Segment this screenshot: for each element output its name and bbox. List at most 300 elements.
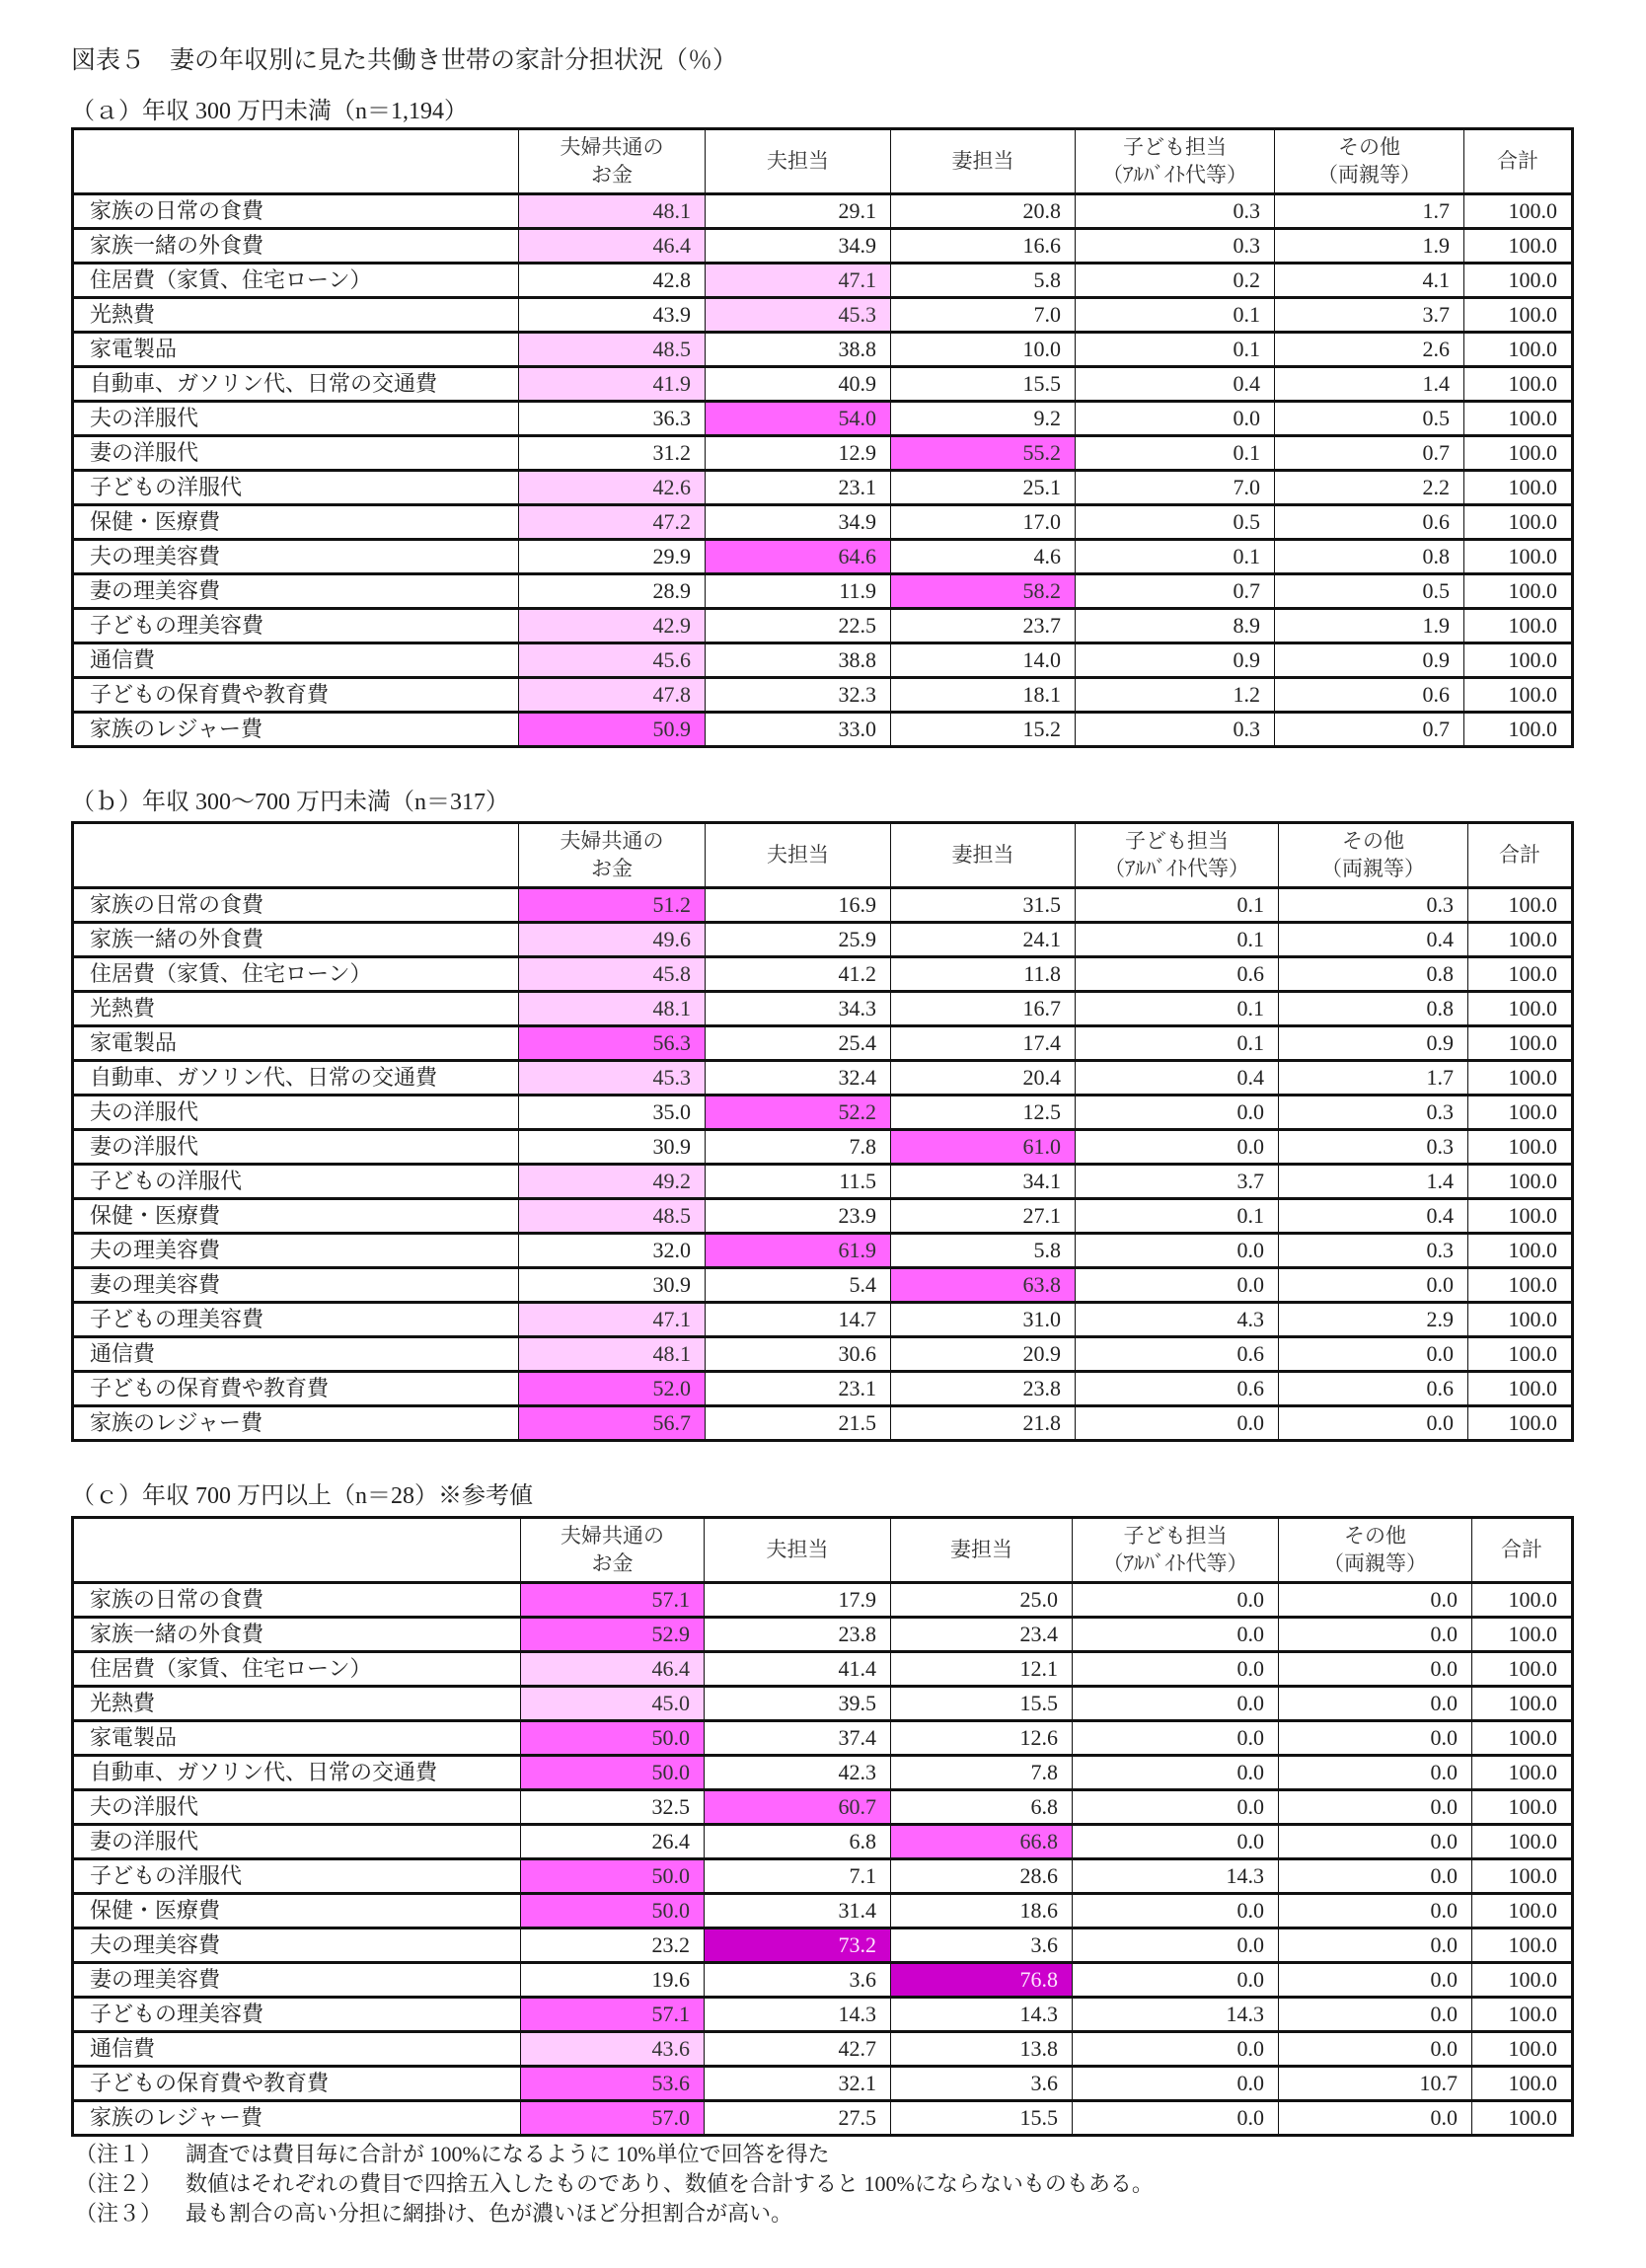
header-line-1: 妻担当 [951,843,1014,867]
row-label: 子どもの保育費や教育費 [73,2067,521,2101]
highlighted-value-cell: 60.7 [705,1790,891,1825]
table-row [73,713,1573,747]
value-cell: 2.6 [1275,333,1464,367]
row-label: 自動車、ガソリン代、日常の交通費 [73,1756,521,1790]
value-cell: 13.8 [891,2032,1073,2067]
row-label: 子どもの理美容費 [73,1998,521,2032]
value-cell: 7.8 [706,1130,891,1165]
row-label: 家族のレジャー費 [73,713,519,747]
value-cell: 0.0 [1073,2101,1279,2136]
table-b-caption: （ｂ）年収 300～700 万円未満（n＝317） [71,790,509,815]
table-row [73,333,1573,367]
highlighted-value-cell: 43.6 [521,2032,705,2067]
header-cell [706,129,891,194]
table-row [73,2032,1573,2067]
highlighted-value-cell: 49.2 [519,1165,706,1199]
value-cell: 100.0 [1472,1583,1573,1618]
value-cell: 42.8 [519,264,706,298]
value-cell: 100.0 [1464,540,1573,574]
highlighted-value-cell: 56.3 [519,1026,706,1061]
value-cell: 0.1 [1076,992,1279,1026]
row-label: 自動車、ガソリン代、日常の交通費 [73,367,519,402]
header-cell [519,129,706,194]
header-cell [705,1518,891,1583]
table-row [73,1337,1573,1372]
highlighted-value-cell: 48.1 [519,1337,706,1372]
value-cell: 0.0 [1073,1583,1279,1618]
header-line-2: （両親等） [1323,1551,1427,1575]
value-cell: 23.8 [705,1618,891,1652]
value-cell: 29.1 [706,194,891,229]
value-cell: 42.3 [705,1756,891,1790]
value-cell: 0.5 [1275,574,1464,609]
value-cell: 0.4 [1076,1061,1279,1096]
value-cell: 7.0 [891,298,1076,333]
table-row [73,264,1573,298]
value-cell: 0.3 [1279,888,1468,923]
value-cell: 3.6 [891,2067,1073,2101]
value-cell: 0.0 [1279,1928,1472,1963]
value-cell: 17.0 [891,505,1076,540]
value-cell: 11.9 [706,574,891,609]
value-cell: 14.3 [705,1998,891,2032]
value-cell: 1.7 [1279,1061,1468,1096]
value-cell: 0.0 [1279,1652,1472,1687]
value-cell: 34.9 [706,505,891,540]
value-cell: 0.0 [1073,1825,1279,1859]
value-cell: 100.0 [1468,992,1573,1026]
value-cell: 31.0 [891,1303,1076,1337]
value-cell: 3.7 [1076,1165,1279,1199]
value-cell: 25.1 [891,471,1076,505]
row-label: 妻の理美容費 [73,1963,521,1998]
value-cell: 0.8 [1275,540,1464,574]
table-header [73,129,1573,194]
value-cell: 0.8 [1279,957,1468,992]
header-line-1: 合計 [1501,1538,1542,1561]
header-line-1: 合計 [1497,149,1538,173]
value-cell: 28.9 [519,574,706,609]
table-row [73,229,1573,264]
value-cell: 0.0 [1279,1963,1472,1998]
value-cell: 100.0 [1472,1687,1573,1721]
value-cell: 11.5 [706,1165,891,1199]
value-cell: 0.6 [1279,1372,1468,1406]
header-cell-item [73,129,519,194]
highlighted-value-cell: 61.0 [891,1130,1076,1165]
row-label: 子どもの保育費や教育費 [73,1372,519,1406]
row-label: 光熱費 [73,992,519,1026]
header-line-2: （両親等） [1317,163,1421,187]
highlighted-value-cell: 46.4 [519,229,706,264]
table-row [73,540,1573,574]
table-row [73,609,1573,643]
value-cell: 30.9 [519,1130,706,1165]
value-cell: 23.1 [706,1372,891,1406]
value-cell: 100.0 [1464,574,1573,609]
row-label: 家族一緒の外食費 [73,1618,521,1652]
value-cell: 0.0 [1279,1337,1468,1372]
table-row [73,1061,1573,1096]
value-cell: 100.0 [1468,1337,1573,1372]
header-cell [1275,129,1464,194]
value-cell: 12.6 [891,1721,1073,1756]
value-cell: 31.5 [891,888,1076,923]
row-label: 夫の洋服代 [73,1096,519,1130]
value-cell: 0.0 [1073,1652,1279,1687]
row-label: 夫の理美容費 [73,1928,521,1963]
value-cell: 27.5 [705,2101,891,2136]
value-cell: 4.3 [1076,1303,1279,1337]
value-cell: 18.1 [891,678,1076,713]
value-cell: 0.0 [1279,1618,1472,1652]
header-cell [1464,129,1573,194]
header-cell [1472,1518,1573,1583]
value-cell: 28.6 [891,1859,1073,1894]
value-cell: 15.2 [891,713,1076,747]
header-line-1: その他 [1342,829,1404,853]
table-row [73,957,1573,992]
highlighted-value-cell: 47.2 [519,505,706,540]
value-cell: 15.5 [891,2101,1073,2136]
value-cell: 100.0 [1472,1721,1573,1756]
value-cell: 6.8 [705,1825,891,1859]
row-label: 妻の洋服代 [73,436,519,471]
value-cell: 1.4 [1279,1165,1468,1199]
table-row [73,194,1573,229]
value-cell: 5.4 [706,1268,891,1303]
value-cell: 100.0 [1468,1372,1573,1406]
value-cell: 0.8 [1279,992,1468,1026]
table-row [73,1583,1573,1618]
value-cell: 25.0 [891,1583,1073,1618]
value-cell: 0.6 [1275,678,1464,713]
row-label: 住居費（家賃、住宅ローン） [73,264,519,298]
row-label: 子どもの洋服代 [73,1165,519,1199]
value-cell: 100.0 [1472,2032,1573,2067]
table-row [73,1928,1573,1963]
value-cell: 100.0 [1464,194,1573,229]
header-line-2: （ｱﾙﾊﾞｲﾄ代等） [1104,857,1249,880]
row-label: 家電製品 [73,1721,521,1756]
value-cell: 0.1 [1076,436,1275,471]
value-cell: 19.6 [521,1963,705,1998]
value-cell: 0.9 [1275,643,1464,678]
table-row [73,1687,1573,1721]
value-cell: 36.3 [519,402,706,436]
header-line-1: 夫婦共通の [561,1524,664,1548]
value-cell: 0.0 [1279,1859,1472,1894]
value-cell: 100.0 [1468,957,1573,992]
value-cell: 15.5 [891,367,1076,402]
value-cell: 14.3 [1073,1998,1279,2032]
row-label: 夫の理美容費 [73,1234,519,1268]
table-body [73,888,1573,1441]
value-cell: 100.0 [1468,1096,1573,1130]
table-row [73,1268,1573,1303]
table-row [73,1165,1573,1199]
value-cell: 23.8 [891,1372,1076,1406]
highlighted-value-cell: 53.6 [521,2067,705,2101]
value-cell: 0.0 [1076,1268,1279,1303]
value-cell: 0.0 [1073,1618,1279,1652]
row-label: 子どもの洋服代 [73,1859,521,1894]
highlighted-value-cell: 52.9 [521,1618,705,1652]
value-cell: 0.1 [1076,1199,1279,1234]
header-cell [1468,823,1573,888]
highlighted-value-cell: 57.1 [521,1998,705,2032]
value-cell: 15.5 [891,1687,1073,1721]
value-cell: 31.4 [705,1894,891,1928]
value-cell: 4.1 [1275,264,1464,298]
header-cell [706,823,891,888]
value-cell: 100.0 [1472,1963,1573,1998]
highlighted-value-cell: 52.2 [706,1096,891,1130]
highlighted-value-cell: 50.0 [521,1756,705,1790]
highlighted-value-cell: 66.8 [891,1825,1073,1859]
value-cell: 100.0 [1464,402,1573,436]
value-cell: 0.1 [1076,540,1275,574]
row-label: 家族の日常の食費 [73,888,519,923]
value-cell: 17.9 [705,1583,891,1618]
row-label: 夫の理美容費 [73,540,519,574]
value-cell: 16.9 [706,888,891,923]
header-cell [521,1518,705,1583]
value-cell: 5.8 [891,1234,1076,1268]
value-cell: 100.0 [1464,471,1573,505]
highlighted-value-cell: 49.6 [519,923,706,957]
table-row [73,1372,1573,1406]
value-cell: 42.7 [705,2032,891,2067]
row-label: 家族一緒の外食費 [73,229,519,264]
value-cell: 9.2 [891,402,1076,436]
header-cell [891,1518,1073,1583]
row-label: 家族のレジャー費 [73,2101,521,2136]
table-row [73,1199,1573,1234]
table-row [73,1825,1573,1859]
value-cell: 100.0 [1468,923,1573,957]
value-cell: 100.0 [1464,678,1573,713]
header-line-1: 子ども担当 [1123,135,1227,159]
highlighted-value-cell: 47.1 [519,1303,706,1337]
value-cell: 39.5 [705,1687,891,1721]
table-row [73,505,1573,540]
highlighted-value-cell: 76.8 [891,1963,1073,1998]
highlighted-value-cell: 57.0 [521,2101,705,2136]
header-row [73,823,1573,888]
table-row [73,1406,1573,1441]
row-label: 自動車、ガソリン代、日常の交通費 [73,1061,519,1096]
value-cell: 0.1 [1076,888,1279,923]
table-row [73,1998,1573,2032]
value-cell: 1.9 [1275,229,1464,264]
row-label: 子どもの理美容費 [73,609,519,643]
value-cell: 10.7 [1279,2067,1472,2101]
highlighted-value-cell: 42.6 [519,471,706,505]
value-cell: 23.4 [891,1618,1073,1652]
header-line-1: 夫担当 [767,149,829,173]
table-row [73,1756,1573,1790]
value-cell: 0.5 [1076,505,1275,540]
value-cell: 100.0 [1472,1652,1573,1687]
value-cell: 0.3 [1076,229,1275,264]
header-cell [1279,823,1468,888]
value-cell: 0.0 [1279,1406,1468,1441]
header-cell [519,823,706,888]
table-header [73,823,1573,888]
value-cell: 0.2 [1076,264,1275,298]
row-label: 住居費（家賃、住宅ローン） [73,957,519,992]
value-cell: 1.9 [1275,609,1464,643]
table-row [73,1130,1573,1165]
value-cell: 20.9 [891,1337,1076,1372]
table-row [73,992,1573,1026]
header-line-1: 夫担当 [767,843,829,867]
value-cell: 38.8 [706,333,891,367]
value-cell: 40.9 [706,367,891,402]
header-cell-item [73,823,519,888]
header-cell [891,129,1076,194]
value-cell: 100.0 [1468,1165,1573,1199]
value-cell: 32.0 [519,1234,706,1268]
row-label: 通信費 [73,2032,521,2067]
header-cell [1076,129,1275,194]
value-cell: 23.2 [521,1928,705,1963]
header-line-1: 妻担当 [951,149,1014,173]
value-cell: 0.0 [1279,1790,1472,1825]
page-title: 図表５ 妻の年収別に見た共働き世帯の家計分担状況（％） [71,47,738,74]
table-row [73,402,1573,436]
value-cell: 32.1 [705,2067,891,2101]
value-cell: 0.0 [1279,1756,1472,1790]
value-cell: 20.4 [891,1061,1076,1096]
value-cell: 100.0 [1468,1234,1573,1268]
value-cell: 38.8 [706,643,891,678]
value-cell: 41.4 [705,1652,891,1687]
value-cell: 1.2 [1076,678,1275,713]
value-cell: 0.0 [1076,1096,1279,1130]
value-cell: 5.8 [891,264,1076,298]
value-cell: 23.7 [891,609,1076,643]
header-cell [1279,1518,1472,1583]
value-cell: 100.0 [1472,1928,1573,1963]
value-cell: 6.8 [891,1790,1073,1825]
value-cell: 0.6 [1076,1372,1279,1406]
highlighted-value-cell: 50.0 [521,1859,705,1894]
value-cell: 2.2 [1275,471,1464,505]
table-row [73,2101,1573,2136]
table-row [73,678,1573,713]
row-label: 通信費 [73,1337,519,1372]
value-cell: 0.0 [1279,1894,1472,1928]
value-cell: 32.5 [521,1790,705,1825]
table-row [73,1859,1573,1894]
highlighted-value-cell: 50.0 [521,1894,705,1928]
value-cell: 100.0 [1464,333,1573,367]
value-cell: 41.2 [706,957,891,992]
value-cell: 7.8 [891,1756,1073,1790]
value-cell: 4.6 [891,540,1076,574]
table-row [73,2067,1573,2101]
value-cell: 0.0 [1073,1721,1279,1756]
value-cell: 0.0 [1073,2032,1279,2067]
table-row [73,1303,1573,1337]
value-cell: 23.9 [706,1199,891,1234]
header-row [73,129,1573,194]
value-cell: 100.0 [1472,1859,1573,1894]
highlighted-value-cell: 48.5 [519,1199,706,1234]
row-label: 子どもの理美容費 [73,1303,519,1337]
value-cell: 100.0 [1472,1825,1573,1859]
value-cell: 0.1 [1076,298,1275,333]
value-cell: 27.1 [891,1199,1076,1234]
value-cell: 0.9 [1279,1026,1468,1061]
note-text: 最も割合の高い分担に網掛け、色が濃いほど分担割合が高い。 [186,2201,793,2226]
value-cell: 100.0 [1464,436,1573,471]
header-line-1: 合計 [1499,843,1540,867]
header-line-2: お金 [591,163,633,187]
table-row [73,923,1573,957]
highlighted-value-cell: 46.4 [521,1652,705,1687]
value-cell: 0.0 [1073,1756,1279,1790]
value-cell: 17.4 [891,1026,1076,1061]
value-cell: 100.0 [1472,2067,1573,2101]
value-cell: 1.4 [1275,367,1464,402]
table-b [71,821,1574,1442]
table-row [73,1963,1573,1998]
value-cell: 0.0 [1073,1894,1279,1928]
value-cell: 0.0 [1279,1583,1472,1618]
value-cell: 21.8 [891,1406,1076,1441]
value-cell: 0.6 [1076,1337,1279,1372]
table-row [73,1096,1573,1130]
highlighted-value-cell: 48.5 [519,333,706,367]
row-label: 家族一緒の外食費 [73,923,519,957]
value-cell: 34.1 [891,1165,1076,1199]
value-cell: 12.1 [891,1652,1073,1687]
value-cell: 11.8 [891,957,1076,992]
table-row [73,436,1573,471]
table-row [73,1790,1573,1825]
table-row [73,1652,1573,1687]
value-cell: 100.0 [1464,367,1573,402]
row-label: 妻の洋服代 [73,1130,519,1165]
value-cell: 0.0 [1076,1234,1279,1268]
header-line-1: その他 [1338,135,1400,159]
row-label: 妻の理美容費 [73,574,519,609]
header-line-1: 妻担当 [950,1538,1012,1561]
value-cell: 100.0 [1472,1756,1573,1790]
header-line-2: （両親等） [1321,857,1425,880]
value-cell: 25.4 [706,1026,891,1061]
value-cell: 34.9 [706,229,891,264]
value-cell: 0.0 [1073,1928,1279,1963]
row-label: 保健・医療費 [73,1199,519,1234]
value-cell: 7.0 [1076,471,1275,505]
value-cell: 0.3 [1076,194,1275,229]
value-cell: 0.6 [1275,505,1464,540]
highlighted-value-cell: 58.2 [891,574,1076,609]
value-cell: 0.1 [1076,1026,1279,1061]
value-cell: 20.8 [891,194,1076,229]
row-label: 家族の日常の食費 [73,194,519,229]
table-header [73,1518,1573,1583]
table-row [73,1026,1573,1061]
value-cell: 32.3 [706,678,891,713]
value-cell: 14.7 [706,1303,891,1337]
value-cell: 32.4 [706,1061,891,1096]
value-cell: 3.6 [705,1963,891,1998]
